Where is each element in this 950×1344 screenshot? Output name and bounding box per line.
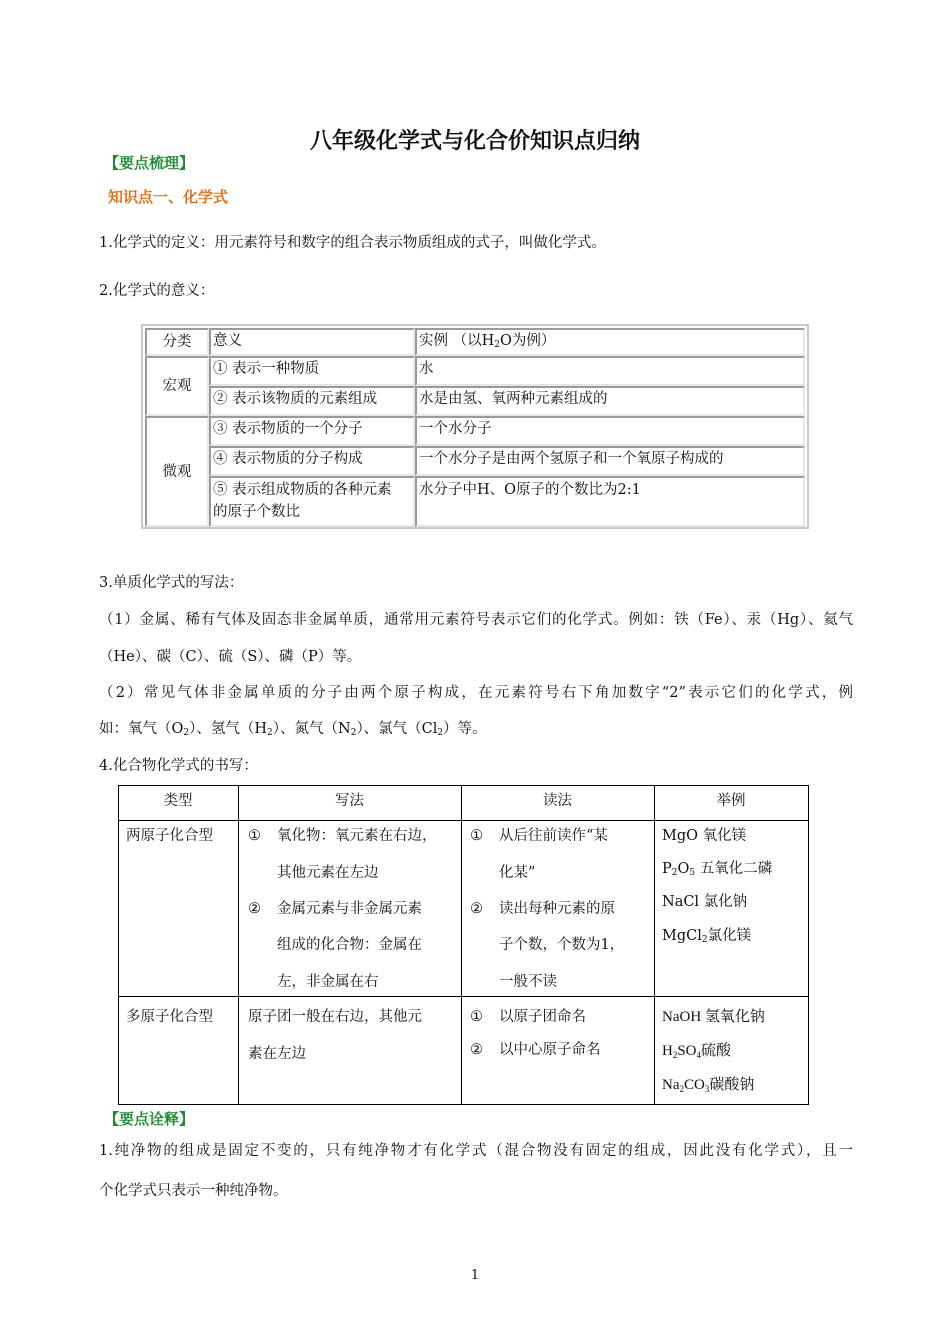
example-na2co3: $Na_2CO_3$碳酸钠 [662,1077,755,1094]
paragraph-meaning-heading: 2.化学式的意义： [99,283,215,299]
table-cell: 一个水分子 [415,416,805,446]
list-item: 素在左边 [248,1046,306,1062]
list-item: 化某” [499,865,536,881]
micro-label: 微观 [145,416,209,527]
table-cell: ② 表示该物质的元素组成 [209,386,415,416]
table-cell: 一个水分子是由两个氢原子和一个氧原子构成的 [415,446,805,476]
table-cell: 水分子中H、O原子的个数比为2:1 [415,476,805,527]
type-binary: 两原子化合型 [126,828,213,844]
section-notes: 【要点诠释】 [104,1110,195,1128]
paragraph-gas-formula: （2）常见气体非金属单质的分子由两个原子构成，在元素符号右下角加数字“2”表示它们的化学式，例 [99,685,853,701]
list-item: 左，非金属在右 [277,974,379,990]
page-title: 八年级化学式与化合价知识点归纳 [309,128,640,154]
header-writing: 写法 [335,792,364,809]
example-h2so4: $H_2SO_4$硫酸 [662,1043,732,1060]
header-reading: 读法 [543,792,572,809]
list-item: 子个数，个数为1， [499,937,625,953]
table-cell: ③ 表示物质的一个分子 [209,416,415,446]
list-item: 其他元素在左边 [277,865,379,881]
list-item: 一般不读 [499,974,557,990]
list-item: 组成的化合物：金属在 [277,937,422,953]
table-header-example: 实例 （以$H_2O$为例） [415,328,805,356]
header-example: 举例 [716,792,746,809]
paragraph-definition: 1.化学式的定义：用元素符号和数字的组合表示物质组成的式子，叫做化学式。 [99,235,606,251]
table-cell: 水是由氢、氧两种元素组成的 [415,386,805,416]
table-cell: 水 [415,356,805,386]
table-cell: ④ 表示物质的分子构成 [209,446,415,476]
macro-label: 宏观 [145,356,209,416]
example-mgcl2: MgCl$_2$氯化镁 [662,928,752,945]
compound-table [118,785,809,1105]
list-item: 原子团一般在右边，其他元 [248,1009,422,1025]
page-number: 1 [470,1268,480,1283]
paragraph-compound-heading: 4.化合物化学式的书写： [99,758,258,774]
paragraph-metal-formula: （1）金属、稀有气体及固态非金属单质，通常用元素符号表示它们的化学式。例如：铁（Fe）、汞（Hg）、氦气 [99,612,853,628]
list-item: ① 氧化物：氧元素在右边， [248,828,437,844]
table-header-meaning: 意义 [209,328,415,356]
list-item: ② 金属元素与非金属元素 [248,901,422,917]
example-naoh: NaOH 氢氧化钠 [662,1009,765,1025]
table-cell: ⑤ 表示组成物质的各种元素 的原子个数比 [209,476,415,527]
paragraph-pure-substance: 1.纯净物的组成是固定不变的，只有纯净物才有化学式（混合物没有固定的组成，因此没有化学式），且一 [99,1143,853,1159]
example-nacl: NaCl 氯化钠 [662,894,748,910]
header-type: 类型 [163,792,193,809]
paragraph-metal-formula-cont: （He）、碳（C）、硫（S）、磷（P）等。 [99,649,362,665]
list-item: ① 从后往前读作“某 [470,828,608,844]
section-point-one: 知识点一、化学式 [108,188,229,206]
list-item: ② 读出每种元素的原 [470,901,615,917]
table-header-category: 分类 [145,328,209,356]
paragraph-element-formula: 3.单质化学式的写法： [99,575,244,591]
list-item: ① 以原子团命名 [470,1009,586,1025]
paragraph-gas-formula-cont: 如：氧气$(O_2)$、氢气$(H_2)$、氮气$(N_2)$、氯气$(Cl_2)$等。 [99,721,487,738]
example-p2o5: $P_2O_5$ 五氧化二磷 [662,861,773,878]
paragraph-pure-substance-cont: 个化学式只表示一种纯净物。 [99,1183,288,1199]
section-key-points: 【要点梳理】 [104,154,195,172]
table-cell: ① 表示一种物质 [209,356,415,386]
type-polyatomic: 多原子化合型 [126,1009,213,1025]
example-mgo: MgO 氧化镁 [662,828,747,844]
meaning-table [141,324,809,529]
list-item: ② 以中心原子命名 [470,1042,601,1058]
